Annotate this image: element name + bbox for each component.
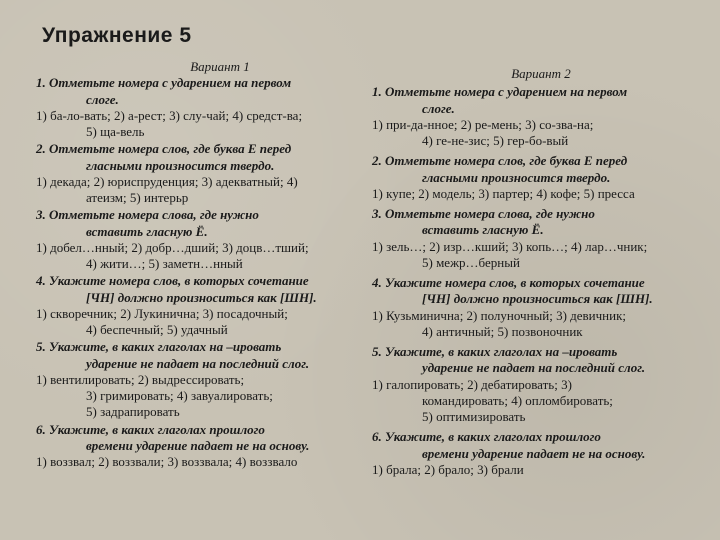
- answer-line: 5) межр…берный: [422, 254, 520, 270]
- question-line: 1. Отметьте номера с ударением на первом: [372, 84, 628, 100]
- answer-line: 1) декада; 2) юриспруденция; 3) адекватный; 4): [36, 173, 298, 189]
- question: [372, 344, 710, 377]
- exercise-item: [372, 429, 710, 478]
- question: [36, 207, 364, 240]
- exercise-item: [36, 273, 364, 338]
- variant-heading: Вариант 2: [511, 66, 571, 81]
- question-line: 4. Укажите номера слов, в которых сочетание: [36, 273, 309, 289]
- answer-options: [372, 462, 710, 478]
- question-line: 6. Укажите, в каких глаголах прошлого: [36, 421, 265, 437]
- exercise-item: [372, 344, 710, 425]
- answer-line: атеизм; 5) интерьр: [86, 190, 189, 205]
- answer-line: 1) скворечник; 2) Лукинична; 3) посадочный;: [36, 305, 288, 321]
- answer-line: 1) Кузьминична; 2) полуночный; 3) девичник;: [372, 307, 627, 323]
- question-line: 4. Укажите номера слов, в которых сочетание: [372, 275, 645, 290]
- answer-line: 1) зель…; 2) изр…кший; 3) копь…; 4) лар…чник;: [372, 238, 648, 254]
- answer-line: командировать; 4) опломбировать;: [422, 392, 613, 408]
- exercise-item: [372, 275, 710, 340]
- answer-line: 5) задрапировать: [86, 404, 180, 420]
- question-line: 2. Отметьте номера слов, где буква Е перед: [372, 153, 628, 169]
- exercise-item: [36, 422, 364, 471]
- variant-2-column: [372, 66, 710, 482]
- question-line: 5. Укажите, в каких глаголах на –ировать: [36, 339, 282, 355]
- answer-options: [36, 454, 364, 470]
- question: [36, 75, 364, 108]
- question: [372, 429, 710, 462]
- question-line: вставить гласную Ё.: [86, 223, 208, 239]
- question-line: 3. Отметьте номера слова, где нужно: [36, 207, 259, 223]
- answer-line: 1) при-да-нное; 2) ре-мень; 3) со-зва-на;: [372, 116, 594, 132]
- question: [36, 273, 364, 306]
- question-line: [ЧН] должно произноситься как [ШН].: [422, 291, 653, 307]
- answer-line: 5) оптимизировать: [422, 409, 526, 424]
- question: [36, 422, 364, 455]
- answer-options: [372, 308, 710, 341]
- exercise-item: [372, 84, 710, 149]
- page-title: Упражнение 5: [42, 24, 192, 47]
- exercise-item: [36, 75, 364, 140]
- answer-line: 5) ща-вель: [86, 124, 145, 139]
- question-line: слоге.: [86, 91, 119, 107]
- answer-line: 1) воззвал; 2) воззвали; 3) воззвала; 4) воззвало: [36, 454, 298, 469]
- question-line: 3. Отметьте номера слова, где нужно: [372, 206, 595, 221]
- exercise-item: [372, 153, 710, 202]
- question-line: времени ударение падает не на основу.: [422, 445, 646, 461]
- question: [36, 141, 364, 174]
- question-line: ударение не падает на последний слог.: [86, 355, 310, 371]
- answer-line: 4) античный; 5) позвоночник: [422, 323, 583, 339]
- question: [372, 206, 710, 239]
- answer-options: [372, 239, 710, 272]
- question-line: 6. Укажите, в каких глаголах прошлого: [372, 429, 601, 445]
- answer-options: [36, 108, 364, 141]
- answer-line: 1) галопировать; 2) дебатировать; 3): [372, 376, 572, 392]
- question: [36, 339, 364, 372]
- question-line: гласными произносится твердо.: [422, 169, 611, 185]
- question-line: 2. Отметьте номера слов, где буква Е перед: [36, 141, 292, 157]
- answer-line: 1) добел…нный; 2) добр…дший; 3) доцв…тший;: [36, 239, 309, 255]
- answer-line: 1) ба-ло-вать; 2) а-рест; 3) слу-чай; 4) средст-ва;: [36, 107, 303, 123]
- question-line: времени ударение падает не на основу.: [86, 437, 310, 453]
- question-line: 1. Отметьте номера с ударением на первом: [36, 75, 292, 91]
- answer-options: [36, 240, 364, 273]
- answer-options: [372, 117, 710, 150]
- question: [372, 153, 710, 186]
- exercise-item: [372, 206, 710, 271]
- answer-options: [372, 186, 710, 202]
- answer-line: 4) беспечный; 5) удачный: [86, 322, 228, 337]
- exercise-item: [36, 141, 364, 206]
- answer-line: 1) брала; 2) брало; 3) брали: [372, 461, 524, 477]
- exercise-item: [36, 207, 364, 272]
- answer-line: 4) ге-не-зис; 5) гер-бо-вый: [422, 133, 569, 148]
- exercise-item: [36, 339, 364, 420]
- answer-options: [36, 372, 364, 421]
- answer-options: [36, 306, 364, 339]
- question-line: [ЧН] должно произноситься как [ШН].: [86, 289, 317, 305]
- question: [372, 84, 710, 117]
- answer-line: 1) вентилировать; 2) выдрессировать;: [36, 371, 245, 387]
- question-line: ударение не падает на последний слог.: [422, 360, 646, 376]
- variant-heading: Вариант 1: [190, 59, 250, 74]
- answer-options: [36, 174, 364, 207]
- question-line: гласными произносится твердо.: [86, 157, 275, 173]
- variant-1-column: [36, 59, 364, 471]
- answer-options: [372, 377, 710, 426]
- answer-line: 4) жити…; 5) заметн…нный: [86, 256, 243, 271]
- question-line: вставить гласную Ё.: [422, 222, 544, 238]
- answer-line: 3) гримировать; 4) завуалировать;: [86, 388, 273, 403]
- answer-line: 1) купе; 2) модель; 3) партер; 4) кофе; 5) пресса: [372, 185, 635, 201]
- question-line: слоге.: [422, 100, 455, 116]
- question-line: 5. Укажите, в каких глаголах на –ировать: [372, 344, 618, 359]
- question: [372, 275, 710, 308]
